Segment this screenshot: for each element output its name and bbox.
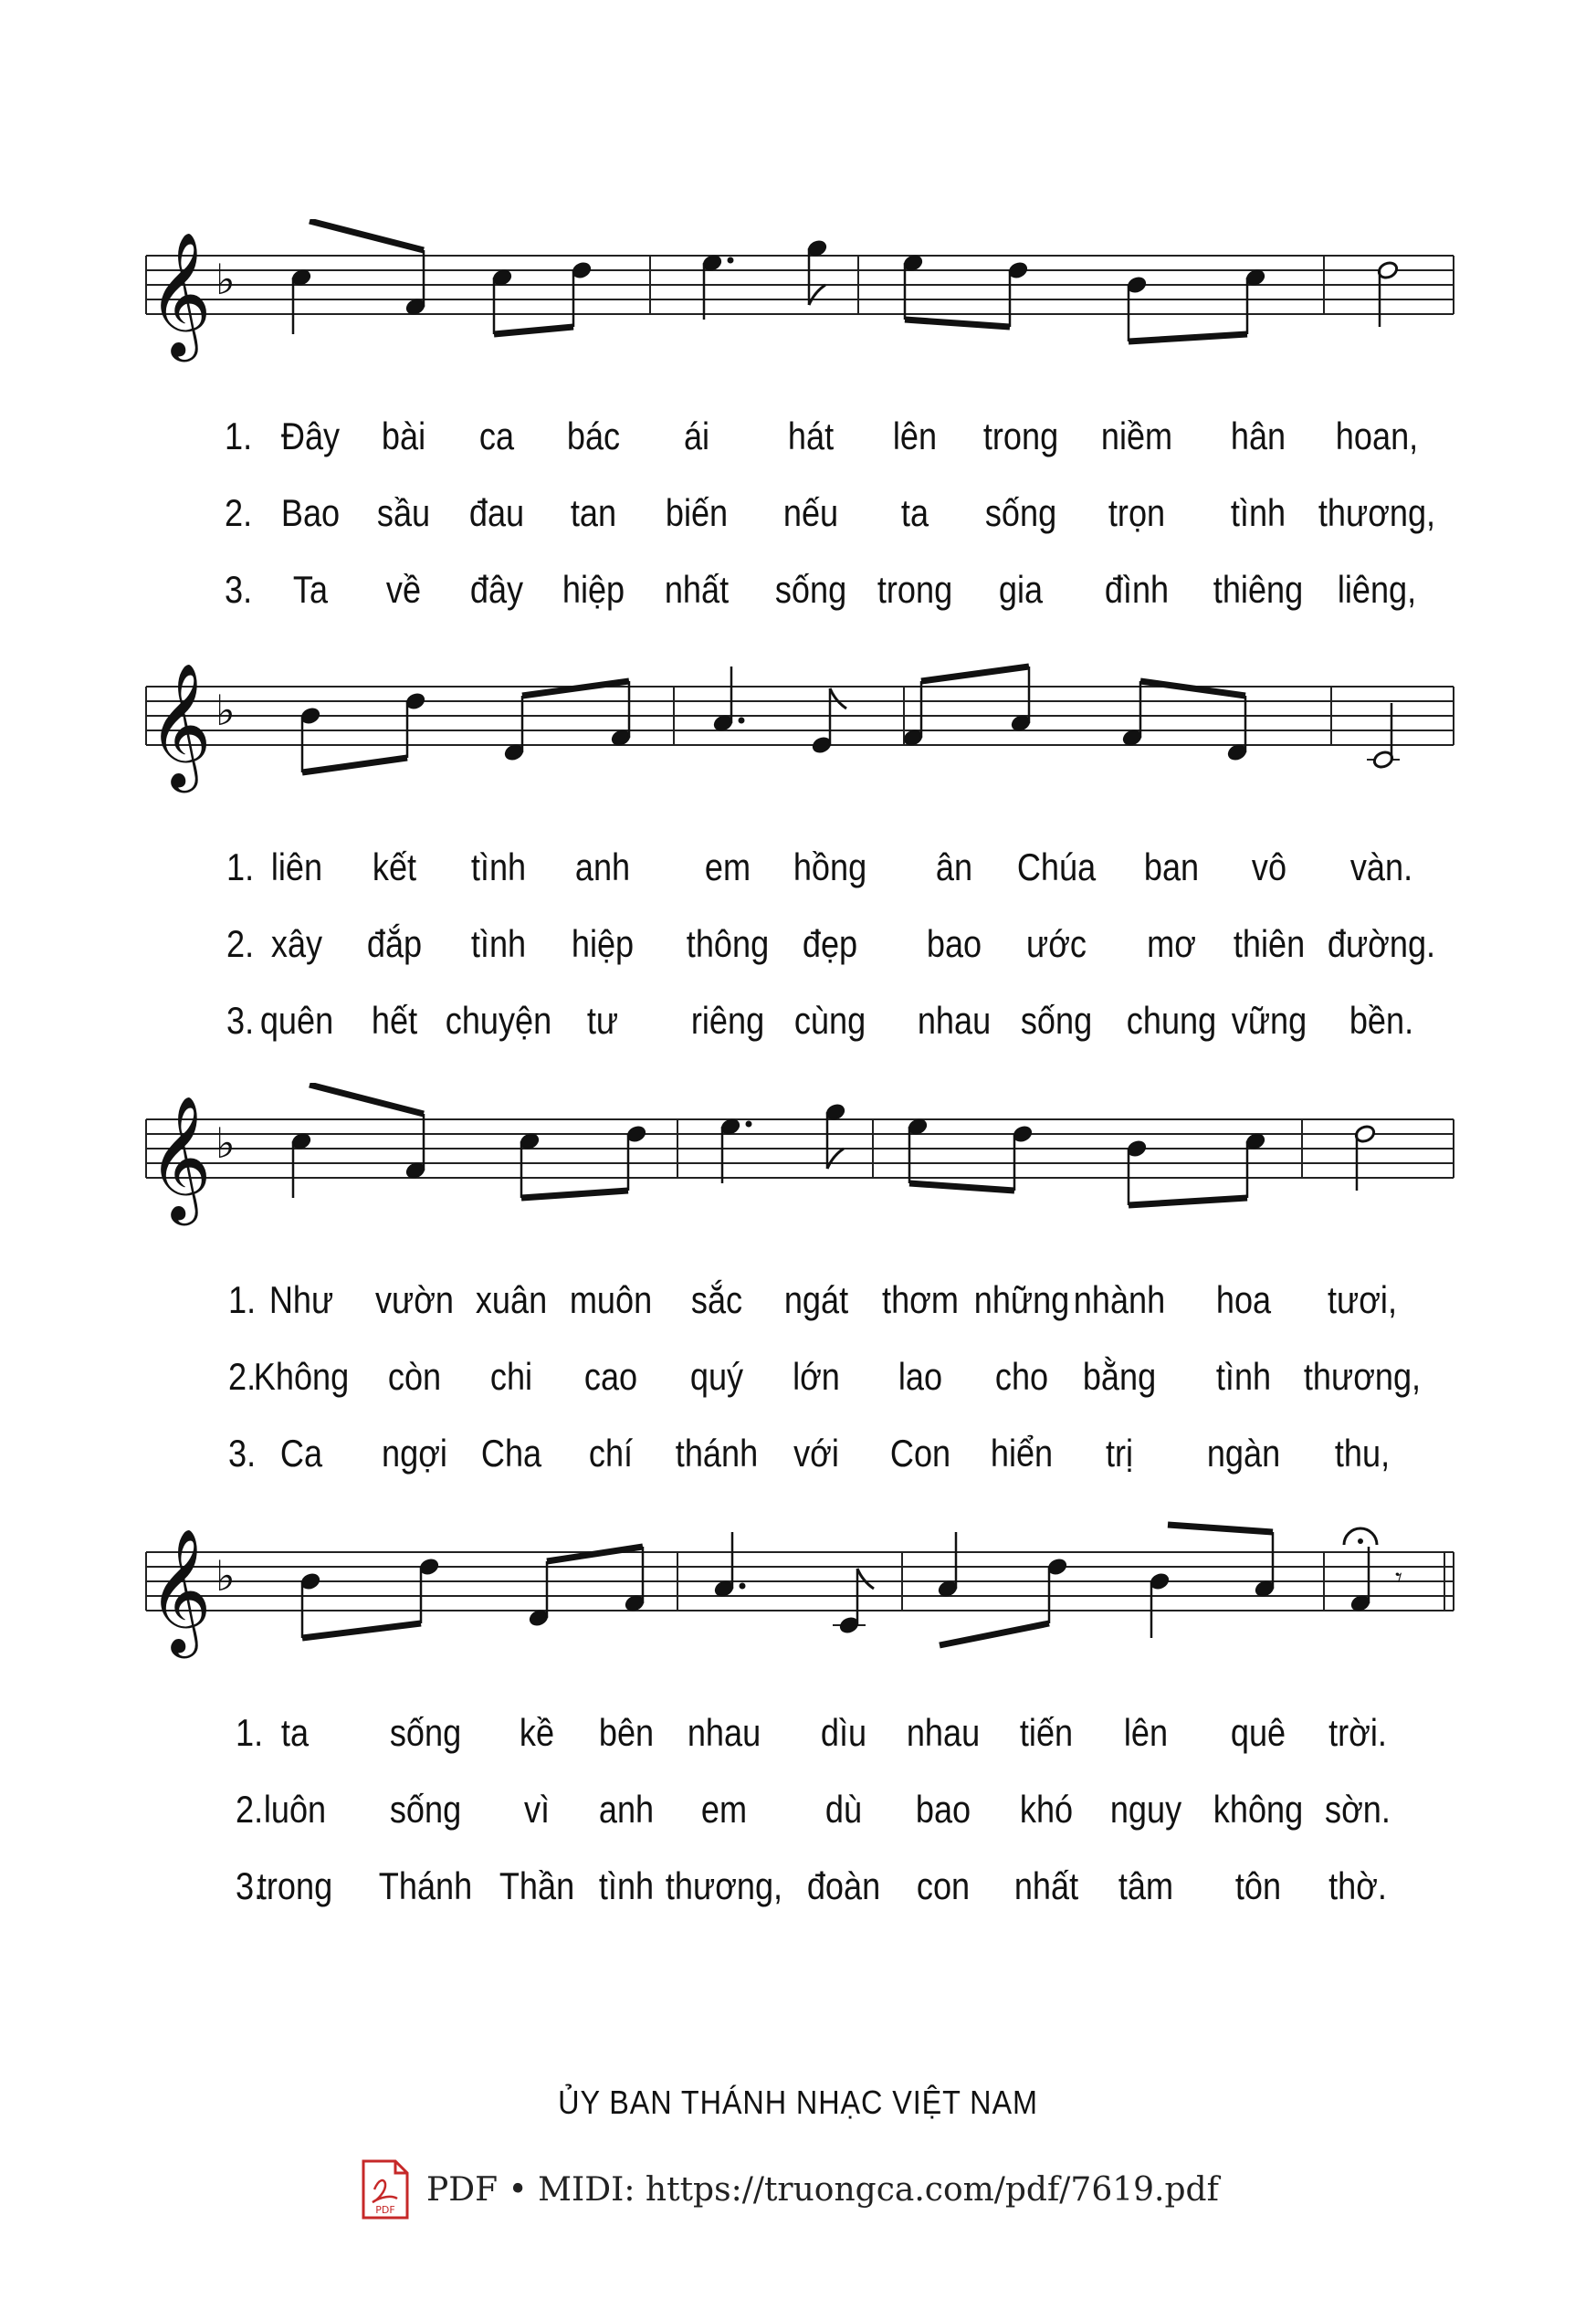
- lyric-word: sống: [984, 491, 1057, 534]
- lyric-line: [0, 566, 1596, 643]
- lyric-word: vững: [1231, 999, 1307, 1042]
- lyric-word: thương,: [1318, 491, 1436, 534]
- verse-number: 3.: [236, 1864, 264, 1907]
- lyric-word: cao: [583, 1355, 638, 1398]
- lyric-word: sống: [1020, 999, 1093, 1042]
- lyric-word: tôn: [1234, 1864, 1282, 1907]
- music-staff: [0, 1516, 1596, 1671]
- lyric-word: ân: [935, 845, 973, 888]
- lyric-word: nhau: [917, 999, 992, 1042]
- lyric-word: ca: [478, 415, 515, 457]
- note-beam: [1168, 1525, 1273, 1532]
- lyric-word: gia: [998, 568, 1044, 611]
- lyric-word: còn: [387, 1355, 442, 1398]
- verse-number: 2.: [226, 922, 255, 965]
- lyric-word: vì: [523, 1788, 551, 1831]
- lyric-word: biến: [665, 491, 729, 534]
- note-beam: [905, 320, 1010, 327]
- lyric-word: trong: [257, 1864, 333, 1907]
- lyric-word: em: [700, 1788, 748, 1831]
- lyric-word: nếu: [782, 491, 839, 534]
- verse-number: 3.: [225, 568, 253, 611]
- lyric-word: chung: [1126, 999, 1217, 1042]
- lyric-line: [0, 920, 1596, 997]
- lyric-word: tình: [1230, 491, 1286, 534]
- lyric-word: quên: [259, 999, 334, 1042]
- verse-number: 3.: [228, 1432, 257, 1475]
- lyric-word: tâm: [1118, 1864, 1174, 1907]
- lyric-word: lao: [898, 1355, 943, 1398]
- lyric-word: con: [916, 1864, 971, 1907]
- lyric-word: bài: [381, 415, 426, 457]
- lyric-word: Con: [889, 1432, 951, 1475]
- lyric-word: xây: [270, 922, 323, 965]
- lyric-word: tư: [586, 999, 619, 1042]
- eighth-rest-icon: 𝄾: [1395, 1562, 1402, 1594]
- lyric-word: thu,: [1334, 1432, 1391, 1475]
- lyric-word: trong: [877, 568, 953, 611]
- lyric-word: tan: [570, 491, 617, 534]
- lyric-word: Ca: [279, 1432, 323, 1475]
- lyric-word: vô: [1251, 845, 1287, 888]
- lyric-word: Ta: [292, 568, 329, 611]
- lyric-word: thiêng: [1213, 568, 1304, 611]
- lyric-word: niềm: [1100, 415, 1173, 457]
- note-beam: [940, 1623, 1049, 1645]
- fermata-dot: [1358, 1538, 1363, 1544]
- note-beam: [1129, 1198, 1247, 1205]
- note-beam: [1129, 334, 1247, 341]
- lyric-word: tình: [470, 845, 527, 888]
- treble-clef-icon: 𝄞: [148, 230, 212, 356]
- lyric-line: [0, 1863, 1596, 1939]
- lyric-word: luôn: [263, 1788, 327, 1831]
- treble-clef-icon: 𝄞: [148, 1527, 212, 1653]
- lyric-word: thương,: [1303, 1355, 1422, 1398]
- lyric-word: với: [793, 1432, 839, 1475]
- pdf-midi-link[interactable]: [361, 2157, 1219, 2222]
- lyric-word: nhau: [906, 1711, 981, 1754]
- note-beam: [302, 758, 407, 772]
- lyric-word: ngát: [783, 1278, 849, 1321]
- lyric-word: đắp: [366, 922, 423, 965]
- verse-number: 1.: [228, 1278, 257, 1321]
- note-beam: [909, 1183, 1014, 1191]
- lyric-line: [0, 1353, 1596, 1430]
- lyric-word: trị: [1105, 1432, 1134, 1475]
- treble-clef-icon: 𝄞: [148, 1094, 212, 1220]
- lyric-word: ban: [1143, 845, 1200, 888]
- verse-number: 2.: [236, 1788, 264, 1831]
- lyric-word: sống: [389, 1711, 462, 1754]
- lyric-word: chi: [489, 1355, 533, 1398]
- lyric-line: [0, 1430, 1596, 1506]
- lyric-word: anh: [598, 1788, 655, 1831]
- lyric-word: tươi,: [1328, 1278, 1397, 1321]
- note-beam: [310, 221, 424, 250]
- lyric-word: quê: [1230, 1711, 1286, 1754]
- lyric-word: đau: [468, 491, 525, 534]
- note-beam: [494, 327, 573, 334]
- lyric-word: liên: [270, 845, 323, 888]
- lyric-word: Thần: [499, 1864, 575, 1907]
- flat-key-signature-icon: ♭: [215, 1118, 236, 1168]
- music-staff: [0, 219, 1596, 374]
- augmentation-dot: [728, 257, 734, 264]
- augmentation-dot: [740, 1583, 746, 1590]
- lyric-word: Chúa: [1016, 845, 1097, 888]
- lyric-word: ái: [683, 415, 710, 457]
- lyric-word: thương,: [665, 1864, 783, 1907]
- lyric-word: chí: [588, 1432, 634, 1475]
- lyric-word: những: [973, 1278, 1070, 1321]
- note-beam: [547, 1547, 643, 1561]
- flat-key-signature-icon: ♭: [215, 255, 236, 304]
- lyric-word: ngợi: [382, 1432, 447, 1475]
- lyric-word: mơ: [1147, 922, 1196, 965]
- lyric-word: hát: [787, 415, 835, 457]
- lyric-word: Bao: [280, 491, 341, 534]
- lyric-word: bao: [915, 1788, 971, 1831]
- flat-key-signature-icon: ♭: [215, 1551, 236, 1601]
- pdf-midi-link-text[interactable]: PDF • MIDI: https://truongca.com/pdf/7619.pdf: [426, 2170, 1219, 2209]
- lyric-word: sờn.: [1325, 1788, 1391, 1831]
- pdf-icon: [361, 2158, 410, 2220]
- lyric-word: đường.: [1327, 922, 1436, 965]
- music-staff: [0, 650, 1596, 805]
- note-flag: [857, 1569, 874, 1589]
- augmentation-dot: [746, 1121, 752, 1128]
- lyric-word: vàn.: [1349, 845, 1413, 888]
- lyric-word: bao: [926, 922, 982, 965]
- note-beam: [1140, 681, 1245, 696]
- lyric-word: tiến: [1019, 1711, 1074, 1754]
- treble-clef-icon: 𝄞: [148, 661, 212, 787]
- lyric-word: hiệp: [562, 568, 625, 611]
- lyric-word: sống: [389, 1788, 462, 1831]
- lyric-word: kề: [519, 1711, 555, 1754]
- lyric-word: Cha: [480, 1432, 542, 1475]
- lyric-word: nhành: [1073, 1278, 1166, 1321]
- lyric-word: kết: [372, 845, 417, 888]
- staff-svg: [0, 1516, 1596, 1671]
- flat-key-signature-icon: ♭: [215, 686, 236, 735]
- lyric-word: khó: [1019, 1788, 1074, 1831]
- verse-number: 1.: [225, 415, 253, 457]
- lyric-word: trong: [982, 415, 1059, 457]
- lyric-word: tình: [470, 922, 527, 965]
- lyric-word: về: [385, 568, 422, 611]
- lyrics-block: [0, 1276, 1596, 1506]
- lyric-word: trọn: [1108, 491, 1166, 534]
- lyric-word: em: [704, 845, 751, 888]
- verse-number: 2.: [225, 491, 253, 534]
- lyric-line: [0, 997, 1596, 1074]
- lyric-word: sắc: [690, 1278, 743, 1321]
- lyric-line: [0, 489, 1596, 566]
- augmentation-dot: [739, 718, 745, 724]
- lyric-word: trời.: [1328, 1711, 1387, 1754]
- lyric-word: sầu: [376, 491, 431, 534]
- lyric-word: Thánh: [378, 1864, 473, 1907]
- lyric-word: bền.: [1349, 999, 1414, 1042]
- lyric-word: vườn: [374, 1278, 455, 1321]
- note-beam: [522, 681, 629, 696]
- lyric-word: thiên: [1233, 922, 1306, 965]
- staff-svg: [0, 650, 1596, 805]
- lyric-line: [0, 1276, 1596, 1353]
- staff-svg: [0, 1083, 1596, 1238]
- note-beam: [921, 667, 1029, 681]
- staff-svg: [0, 219, 1596, 374]
- lyric-word: hết: [371, 999, 418, 1042]
- verse-number: 3.: [226, 999, 255, 1042]
- note-beam: [521, 1191, 628, 1198]
- lyric-word: ta: [900, 491, 929, 534]
- lyric-word: nhau: [687, 1711, 761, 1754]
- lyric-word: hồng: [793, 845, 867, 888]
- publisher-name: ỦY BAN THÁNH NHẠC VIỆT NAM: [558, 2084, 1038, 2121]
- lyric-line: [0, 413, 1596, 489]
- lyric-word: lớn: [793, 1355, 840, 1398]
- lyric-word: thơm: [882, 1278, 959, 1321]
- lyric-word: Không: [253, 1355, 350, 1398]
- lyric-word: anh: [574, 845, 631, 888]
- lyric-word: dù: [824, 1788, 863, 1831]
- lyric-word: bác: [566, 415, 621, 457]
- lyric-word: đẹp: [802, 922, 858, 965]
- note-beam: [302, 1623, 421, 1638]
- lyric-word: cho: [994, 1355, 1049, 1398]
- note-flag: [827, 1149, 844, 1169]
- lyric-word: liêng,: [1337, 568, 1417, 611]
- lyric-word: bên: [598, 1711, 655, 1754]
- lyric-word: thờ.: [1328, 1864, 1387, 1907]
- lyric-word: không: [1213, 1788, 1304, 1831]
- lyric-word: nhất: [1013, 1864, 1079, 1907]
- lyric-word: lên: [1123, 1711, 1169, 1754]
- lyric-word: nguy: [1109, 1788, 1182, 1831]
- lyric-word: muôn: [569, 1278, 653, 1321]
- lyric-word: cùng: [793, 999, 866, 1042]
- svg-text:PDF: PDF: [375, 2204, 395, 2216]
- lyric-word: hoan,: [1335, 415, 1419, 457]
- lyric-line: [0, 1786, 1596, 1863]
- lyric-word: hiệp: [571, 922, 635, 965]
- lyric-word: ngàn: [1206, 1432, 1281, 1475]
- lyric-word: sống: [774, 568, 847, 611]
- lyrics-block: [0, 844, 1596, 1074]
- lyric-word: ta: [280, 1711, 310, 1754]
- lyric-word: Như: [268, 1278, 334, 1321]
- lyric-word: quý: [689, 1355, 744, 1398]
- lyric-word: hân: [1230, 415, 1286, 457]
- lyric-word: Đây: [280, 415, 341, 457]
- lyric-word: hiển: [990, 1432, 1054, 1475]
- note-beam: [310, 1085, 424, 1114]
- lyric-line: [0, 1709, 1596, 1786]
- lyric-word: thông: [686, 922, 770, 965]
- lyric-word: lên: [892, 415, 938, 457]
- lyric-word: riêng: [690, 999, 765, 1042]
- lyric-word: đây: [469, 568, 524, 611]
- note-flag: [830, 688, 846, 709]
- lyric-word: đình: [1104, 568, 1170, 611]
- lyrics-block: [0, 413, 1596, 643]
- lyric-word: dìu: [820, 1711, 867, 1754]
- lyric-word: hoa: [1215, 1278, 1272, 1321]
- note-flag: [809, 285, 825, 305]
- lyric-word: ước: [1026, 922, 1087, 965]
- lyric-word: đoàn: [806, 1864, 881, 1907]
- lyric-word: thánh: [675, 1432, 759, 1475]
- lyric-word: tình: [598, 1864, 655, 1907]
- verse-number: 1.: [226, 845, 255, 888]
- lyrics-block: [0, 1709, 1596, 1939]
- verse-number: 2.: [228, 1355, 257, 1398]
- verse-number: 1.: [236, 1711, 264, 1754]
- music-staff: [0, 1083, 1596, 1238]
- lyric-word: chuyện: [445, 999, 552, 1042]
- lyric-line: [0, 844, 1596, 920]
- lyric-word: tình: [1215, 1355, 1272, 1398]
- lyric-word: bằng: [1082, 1355, 1157, 1398]
- lyric-word: xuân: [475, 1278, 548, 1321]
- lyric-word: nhất: [664, 568, 730, 611]
